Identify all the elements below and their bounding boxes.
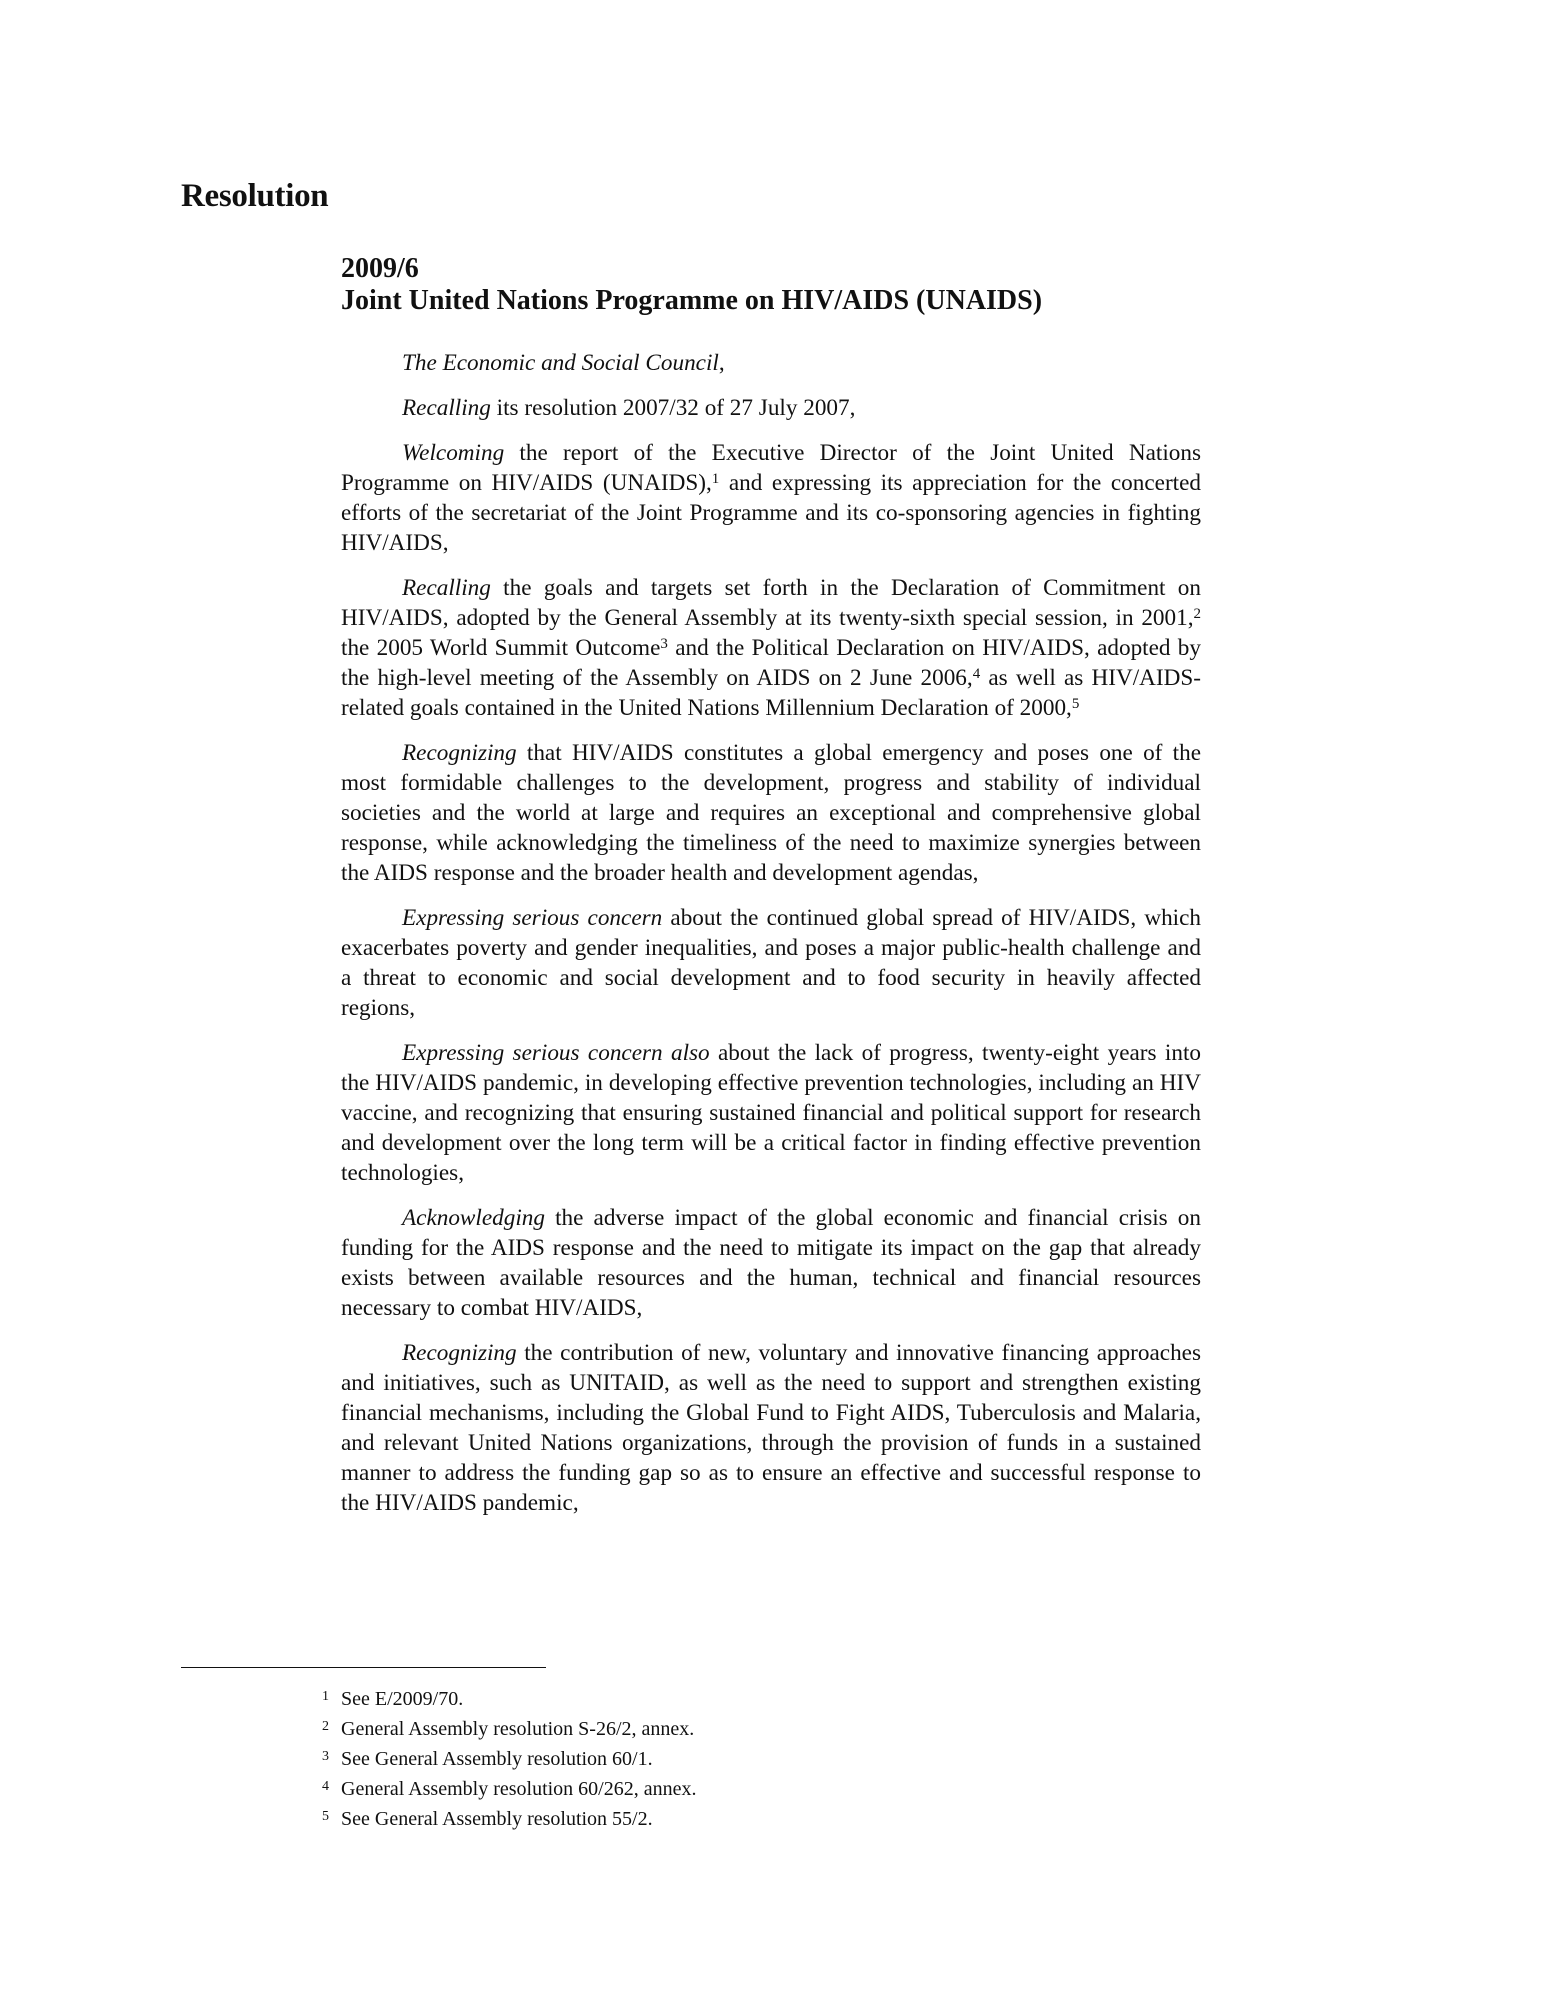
footnote-item — [322, 1713, 697, 1743]
paragraph-text: and expressing its appreciation for the concerted efforts of the secretariat of the Joint Programme and its co-sponsoring agencies in fighting HIV/AIDS, — [341, 470, 1201, 556]
footnote-item — [322, 1683, 697, 1713]
footnote-item — [322, 1773, 697, 1803]
paragraph-text: , — [718, 350, 725, 376]
paragraph-welcoming — [341, 438, 1201, 558]
paragraph-lead: Expressing serious concern also — [402, 1040, 710, 1066]
resolution-body — [341, 348, 1201, 1533]
paragraph-lead: Recognizing — [402, 1340, 517, 1366]
footnote-text: See E/2009/70. — [341, 1688, 464, 1710]
footnote-reference[interactable]: 2 — [1193, 606, 1201, 622]
footnote-text: General Assembly resolution S-26/2, annex. — [341, 1718, 695, 1740]
paragraph-text: the adverse impact of the global economic and financial crisis on funding for the AIDS response and the need to mitigate its impact on the gap that already exists between available resources and the human, technical and financial resources necessary to combat HIV/AIDS, — [341, 1205, 1201, 1321]
paragraph-text: its resolution 2007/32 of 27 July 2007, — [490, 395, 856, 421]
paragraph-text: that HIV/AIDS constitutes a global emergency and poses one of the most formidable challenges to the development, progress and stability of individual societies and the world at large and requires an exceptional and comprehensive global response, while acknowledging the timeliness of the need to maximize synergies between the AIDS response and the broader health and development agendas, — [341, 740, 1201, 886]
paragraph-lead: Welcoming — [402, 440, 505, 466]
paragraph-recognizing-emergency — [341, 738, 1201, 888]
footnote-text: See General Assembly resolution 60/1. — [341, 1748, 653, 1770]
section-heading: Resolution — [181, 178, 329, 214]
footnote-mark: 4 — [322, 1779, 329, 1794]
paragraph-text: the 2005 World Summit Outcome — [341, 635, 661, 661]
paragraph-text: about the lack of progress, twenty-eight years into the HIV/AIDS pandemic, in developing effective prevention technologies, including an HIV vaccine, and recognizing that ensuring sustained financial and political support for research and development over the long term will be a critical factor in finding effective prevention technologies, — [341, 1040, 1201, 1186]
paragraph-recognizing-financing — [341, 1338, 1201, 1518]
footnote-mark: 2 — [322, 1719, 329, 1734]
footnote-reference[interactable]: 3 — [660, 636, 668, 652]
footnote-mark: 3 — [322, 1749, 329, 1764]
paragraph-expressing-concern — [341, 903, 1201, 1023]
paragraph-text: the goals and targets set forth in the Declaration of Commitment on HIV/AIDS, adopted by the General Assembly at its twenty-sixth special session, in 2001, — [341, 575, 1201, 631]
paragraph-text: the report of the Executive Director of the Joint United Nations Programme on HIV/AIDS (UNAIDS), — [341, 440, 1201, 496]
resolution-number: 2009/6 — [341, 253, 419, 284]
paragraph-text: about the continued global spread of HIV/AIDS, which exacerbates poverty and gender inequalities, and poses a major public-health challenge and a threat to economic and social development and to food security in heavily affected regions, — [341, 905, 1202, 1021]
paragraph-council — [341, 348, 1201, 378]
paragraph-text: and the Political Declaration on HIV/AIDS, adopted by the high-level meeting of the Assembly on AIDS on 2 June 2006, — [341, 635, 1201, 691]
footnote-reference[interactable]: 1 — [711, 471, 720, 487]
paragraph-acknowledging — [341, 1203, 1201, 1323]
paragraph-expressing-concern-also — [341, 1038, 1201, 1188]
footnote-item — [322, 1743, 697, 1773]
footnotes-list — [322, 1683, 697, 1833]
paragraph-recalling-goals — [341, 573, 1201, 723]
footnote-mark: 5 — [322, 1809, 329, 1824]
paragraph-lead: Expressing serious concern — [402, 905, 663, 931]
resolution-title: Joint United Nations Programme on HIV/AIDS (UNAIDS) — [341, 285, 1043, 316]
footnote-text: General Assembly resolution 60/262, annex. — [341, 1778, 697, 1800]
footnote-item — [322, 1803, 697, 1833]
footnote-reference[interactable]: 5 — [1071, 696, 1080, 712]
footnote-mark: 1 — [322, 1689, 329, 1704]
footnote-text: See General Assembly resolution 55/2. — [341, 1808, 653, 1830]
paragraph-lead: Acknowledging — [402, 1205, 545, 1231]
footnote-separator — [181, 1667, 546, 1668]
paragraph-lead: The Economic and Social Council — [402, 350, 719, 376]
paragraph-lead: Recalling — [402, 575, 491, 601]
footnote-reference[interactable]: 4 — [972, 666, 981, 682]
paragraph-lead: Recalling — [402, 395, 491, 421]
paragraph-lead: Recognizing — [402, 740, 517, 766]
paragraph-text: as well as HIV/AIDS-related goals contained in the United Nations Millennium Declaration of 2000, — [341, 665, 1201, 721]
paragraph-text: the contribution of new, voluntary and innovative financing approaches and initiatives, such as UNITAID, as well as the need to support and strengthen existing financial mechanisms, including the Global Fund to Fight AIDS, Tuberculosis and Malaria, and relevant United Nations organizations, through the provision of funds in a sustained manner to address the funding gap so as to ensure an effective and successful response to the HIV/AIDS pandemic, — [341, 1340, 1201, 1516]
paragraph-recalling-resolution — [341, 393, 1201, 423]
